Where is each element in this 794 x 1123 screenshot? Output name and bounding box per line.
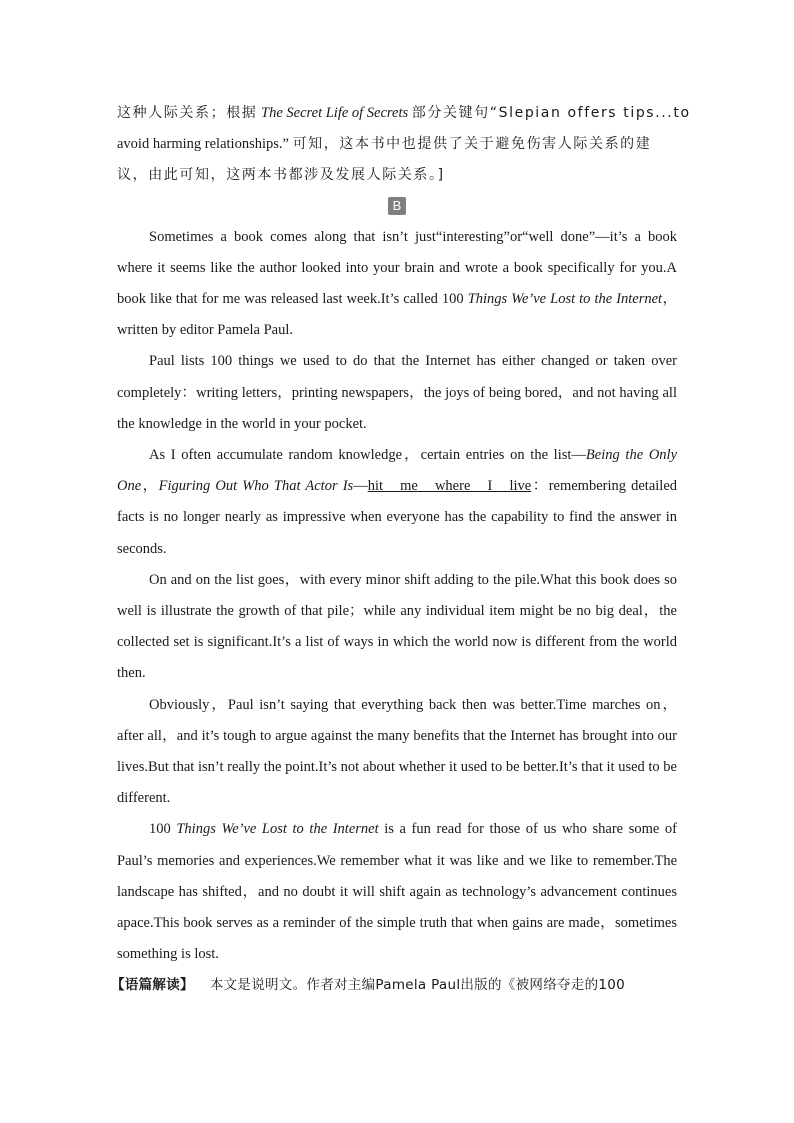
answer-explanation-line-2: [117, 129, 677, 160]
entry-title: Figuring Out Who That Actor Is: [158, 478, 354, 495]
discourse-analysis-text: 本文是说明文。作者对主编Pamela Paul出版的《被网络夺走的100: [209, 977, 626, 994]
section-badge: B: [388, 197, 406, 215]
book-title: The Secret Life of Secrets: [261, 105, 409, 121]
explanation-text: avoid harming relationships.”: [117, 136, 289, 153]
explanation-text: 议，由此可知，这两本书都涉及发展人际关系。]: [117, 167, 445, 184]
section-marker: [117, 194, 677, 218]
article-paragraph-3: As I often accumulate random knowledge，certain entries on the list—Being the Only One，Figuring Out Who That Actor Is—hit me where I live：remembering detailed facts is no longer nearly as impressive when everyone has the capability to find the answer in seconds.: [117, 447, 678, 557]
article-paragraph-1: Sometimes a book comes along that isn’t just“interesting”or“well done”—it’s a book where it seems like the author looked into your brain and wrote a book specifically for you.A book like that for me was released last week.It’s called 100 Things We’ve Lost to the Internet， written by editor Pamela Paul.: [117, 228, 677, 339]
discourse-analysis-tag: 【语篇解读】: [111, 977, 194, 994]
article-paragraph-5: Obviously，Paul isn’t saying that everything back then was better.Time marches on，after all，and it’s tough to argue against the many benefits that the Internet has brought into our lives.But that isn’t really the point.It’s not about whether it used to be better.It’s that it used to be different.: [117, 696, 677, 807]
book-title: Things We’ve Lost to the Internet: [176, 821, 379, 838]
explanation-text: 这种人际关系；根据: [117, 105, 258, 121]
article-paragraph-4: On and on the list goes，with every minor shift adding to the pile.What this book does so well is illustrate the growth of that pile；while any individual item might be no big deal，the collected set is significant.It’s a list of ways in which the world now is different from the world then.: [117, 571, 677, 682]
article-paragraph-6: 100 Things We’ve Lost to the Internet is a fun read for those of us who share some of Paul’s memories and experiences.We remember what it was like and we like to remember.The landscape has shifted，and no doubt it will shift again as technology’s advancement continues apace.This book serves as a reminder of the simple truth that when gains are made，sometimes something is lost.: [117, 821, 678, 963]
book-title: Things We’ve Lost to the Internet: [467, 291, 663, 308]
discourse-analysis: [111, 970, 677, 1001]
explanation-text: 部分关键句“Slepian offers tips...to: [411, 105, 691, 121]
underlined-phrase: hit me where I live: [367, 478, 532, 495]
document-page: [111, 98, 691, 1002]
answer-explanation-line-1: [117, 98, 691, 129]
article-paragraph-2: Paul lists 100 things we used to do that the Internet has either changed or taken over completely：writing letters，printing newspapers，the joys of being bored，and not having all the knowledge in the world in your pocket.: [117, 353, 677, 432]
answer-explanation-line-3: [117, 160, 677, 191]
explanation-text: 可知，这本书中也提供了关于避免伤害人际关系的建: [292, 136, 652, 153]
entry-title: Being the Only One: [117, 447, 677, 495]
